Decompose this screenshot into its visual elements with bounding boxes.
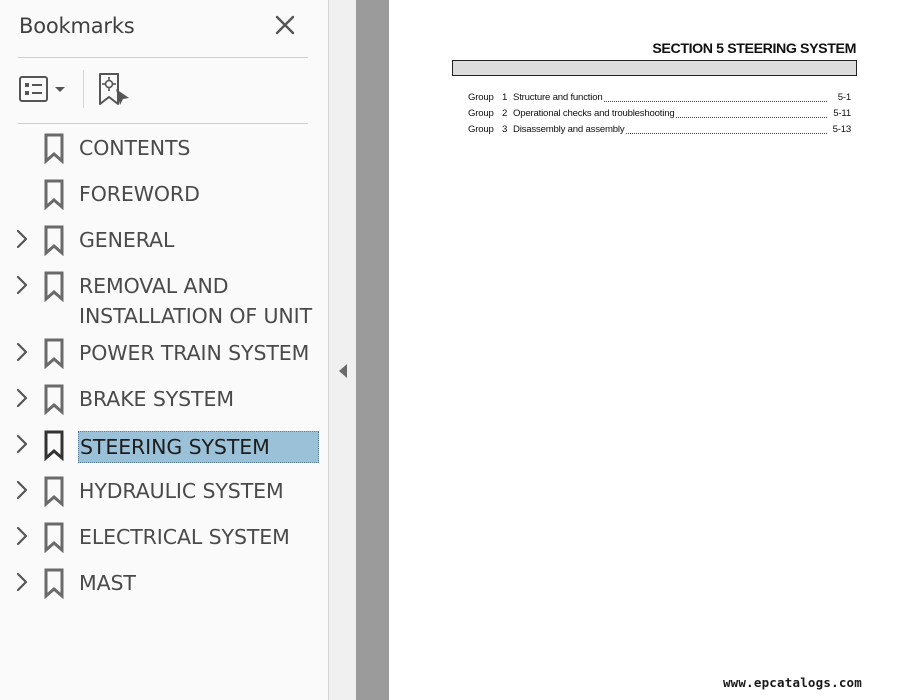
bookmark-label-text: CONTENTS: [79, 136, 191, 160]
bookmark-label-text: FOREWORD: [79, 182, 200, 206]
document-gutter: [356, 0, 389, 700]
bookmark-label[interactable]: [78, 225, 174, 255]
bookmark-label[interactable]: [78, 476, 284, 506]
new-bookmark-icon[interactable]: [96, 72, 132, 108]
bookmark-icon: [43, 132, 65, 164]
section-title-bar: [452, 60, 857, 76]
bookmark-icon: [43, 337, 65, 369]
bookmark-label[interactable]: [78, 568, 136, 598]
toc-leader-dots: [676, 117, 827, 118]
section-title: SECTION 5 STEERING SYSTEM: [652, 41, 856, 57]
bookmarks-panel: [0, 0, 329, 700]
chevron-right-icon[interactable]: [14, 274, 30, 296]
toolbar-divider-bottom: [18, 123, 308, 124]
watermark: www.epcatalogs.com: [722, 675, 862, 690]
toolbar-divider-top: [18, 57, 308, 58]
panel-title: Bookmarks: [19, 14, 135, 38]
toc-group-number: 3: [502, 124, 508, 135]
chevron-right-icon[interactable]: [14, 571, 30, 593]
bookmark-label-text: ELECTRICAL SYSTEM: [79, 525, 290, 549]
list-options-icon[interactable]: [18, 74, 72, 106]
toc-title: Disassembly and assembly: [513, 124, 625, 135]
toolbar-separator: [83, 70, 84, 108]
toc-row[interactable]: [468, 92, 851, 108]
bookmark-label[interactable]: [78, 384, 234, 414]
toc-leader-dots: [604, 101, 827, 102]
bookmark-label-text: STEERING SYSTEM: [80, 435, 270, 459]
toc-title: Structure and function: [513, 92, 603, 103]
toc-page-number: 5-1: [837, 92, 851, 103]
bookmark-label-text: BRAKE SYSTEM: [79, 387, 234, 411]
chevron-right-icon[interactable]: [14, 341, 30, 363]
table-of-contents: [468, 92, 851, 140]
collapse-left-icon[interactable]: [337, 362, 349, 380]
toc-row[interactable]: [468, 108, 851, 124]
bookmark-icon: [43, 521, 65, 553]
bookmark-icon: [43, 270, 65, 302]
bookmark-label[interactable]: [78, 133, 190, 163]
panel-splitter[interactable]: [329, 0, 356, 700]
bookmark-icon: [43, 178, 65, 210]
bookmark-label[interactable]: [78, 271, 312, 331]
chevron-right-icon[interactable]: [14, 228, 30, 250]
bookmark-label-text: MAST: [79, 571, 136, 595]
toc-group-number: 2: [502, 108, 508, 119]
toc-group-label: Group: [468, 108, 494, 119]
chevron-right-icon[interactable]: [14, 479, 30, 501]
bookmark-label[interactable]: [78, 522, 290, 552]
toc-group-number: 1: [502, 92, 508, 103]
toc-row[interactable]: [468, 124, 851, 140]
toc-title: Operational checks and troubleshooting: [513, 108, 675, 119]
bookmark-label-text: POWER TRAIN SYSTEM: [79, 341, 310, 365]
toc-leader-dots: [626, 133, 827, 134]
bookmark-label-text-line2: INSTALLATION OF UNIT: [79, 304, 312, 328]
toc-page-number: 5-13: [832, 124, 851, 135]
bookmark-icon: [43, 429, 65, 461]
toc-group-label: Group: [468, 124, 494, 135]
chevron-right-icon[interactable]: [14, 525, 30, 547]
close-icon[interactable]: [272, 12, 298, 38]
bookmark-icon: [43, 383, 65, 415]
bookmark-label-text: REMOVAL AND: [79, 274, 229, 298]
toc-page-number: 5-11: [833, 108, 851, 119]
bookmark-label[interactable]: [78, 431, 319, 463]
chevron-right-icon[interactable]: [14, 433, 30, 455]
bookmark-icon: [43, 567, 65, 599]
bookmark-label-text: HYDRAULIC SYSTEM: [79, 479, 284, 503]
chevron-right-icon[interactable]: [14, 387, 30, 409]
bookmark-icon: [43, 475, 65, 507]
bookmark-label[interactable]: [78, 338, 309, 368]
toc-group-label: Group: [468, 92, 494, 103]
document-page: [389, 0, 913, 700]
bookmark-label[interactable]: [78, 179, 200, 209]
bookmark-icon: [43, 224, 65, 256]
bookmark-label-text: GENERAL: [79, 228, 175, 252]
